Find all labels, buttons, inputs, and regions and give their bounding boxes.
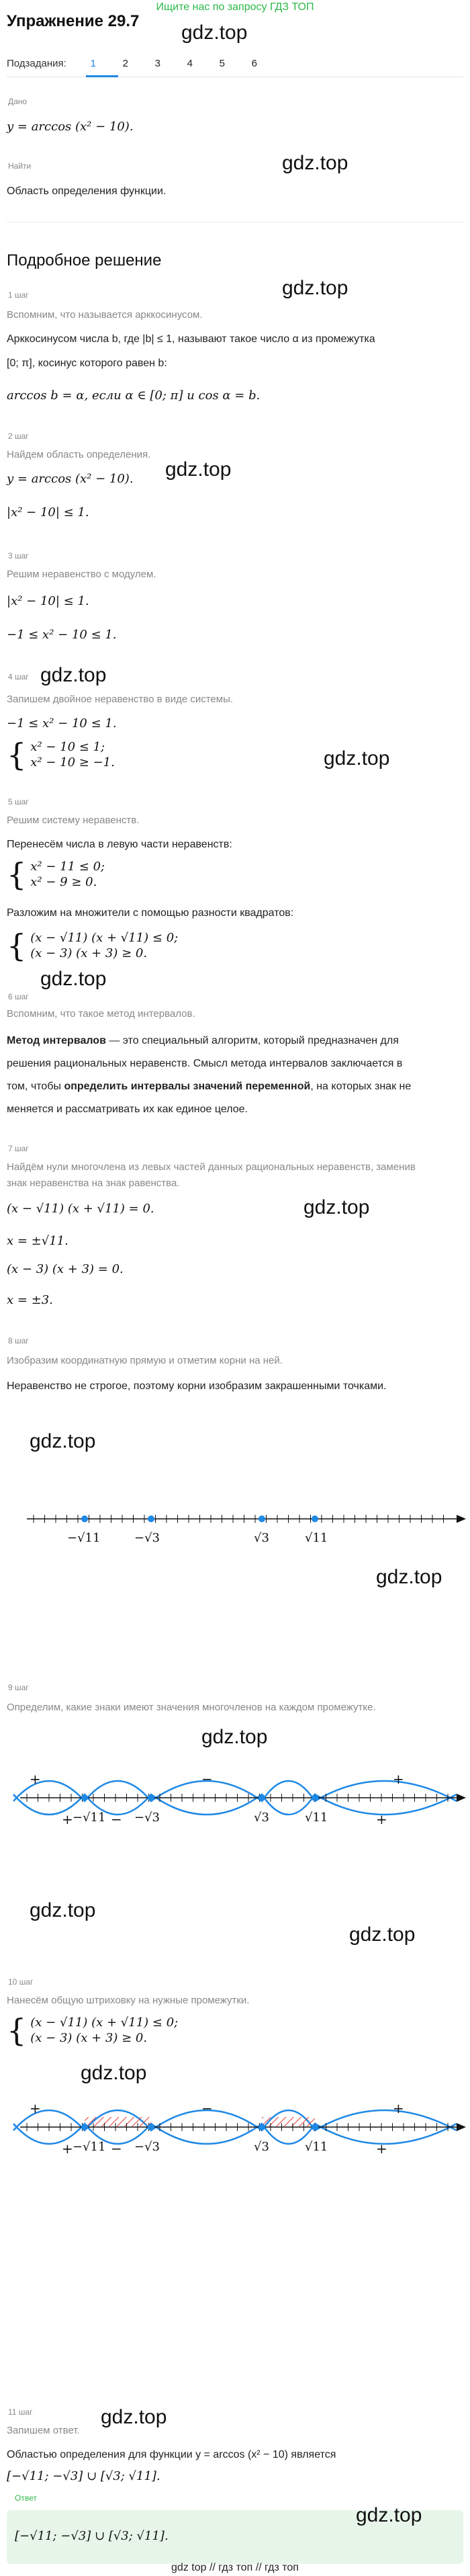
- tab-subtask-6[interactable]: 6: [251, 58, 257, 69]
- root-point-minus-sqrt11: [81, 1515, 88, 1522]
- sign-top-3: +: [393, 2100, 404, 2116]
- hatched-intervals-axis: [0, 2083, 470, 2184]
- step-10-system-line-2: (x − 3) (x + 3) ≥ 0.: [30, 2031, 148, 2045]
- page-title: Упражнение 29.7: [7, 12, 140, 30]
- find-label: Найти: [8, 161, 32, 171]
- step-11-formula: [−√11; −√3] ∪ [√3; √11].: [7, 2469, 160, 2483]
- step-5-system-b: [7, 927, 179, 964]
- step-11-text: Областью определения для функции y = arccos (x² − 10) является: [7, 2449, 336, 2460]
- step-5-text-2: Разложим на множители с помощью разности квадратов:: [7, 907, 294, 919]
- root-label-sqrt3: √3: [254, 2140, 269, 2154]
- watermark: gdz.top: [165, 458, 232, 481]
- step-2-formula-2: |x² − 10| ≤ 1.: [7, 505, 89, 520]
- step-6-text-3b: , на которых знак не: [310, 1081, 412, 1092]
- sign-top-1: +: [30, 2100, 41, 2116]
- root-point-minus-sqrt11: [81, 1794, 88, 1801]
- watermark: gdz.top: [30, 1899, 96, 1921]
- sign-top-2: −: [201, 1771, 213, 1787]
- step-5-system-a-line-2: x² − 9 ≥ 0.: [30, 875, 97, 889]
- root-point-minus-sqrt3: [148, 1794, 154, 1801]
- system-brace: {: [7, 927, 27, 964]
- axis-arrow: [457, 2123, 466, 2131]
- key-phrase: определить интервалы значений переменной: [64, 1081, 311, 1092]
- find-text: Область определения функции.: [7, 185, 167, 197]
- step-7-formula-4: x = ±3.: [7, 1293, 53, 1307]
- step-10-label: 10 шаг: [8, 1977, 34, 1987]
- step-9-label: 9 шаг: [8, 1683, 29, 1692]
- step-2-label: 2 шаг: [8, 431, 29, 441]
- root-point-sqrt11: [312, 1515, 318, 1522]
- number-line-axis: [0, 1492, 470, 1559]
- axis-arrow: [457, 1794, 466, 1802]
- tab-subtask-3[interactable]: 3: [154, 58, 160, 69]
- root-point-sqrt11: [312, 2124, 318, 2130]
- step-7-formula-2: x = ±√11.: [7, 1234, 68, 1248]
- root-point-minus-sqrt3: [148, 1515, 154, 1522]
- step-6-hint: Вспомним, что такое метод интервалов.: [7, 1008, 195, 1020]
- system-brace: {: [7, 856, 27, 892]
- answer-label: Ответ: [15, 2493, 37, 2503]
- root-label-minus-sqrt3: −√3: [134, 1811, 160, 1825]
- solution-title: Подробное решение: [7, 251, 162, 269]
- root-point-minus-sqrt3: [148, 2124, 154, 2130]
- footer-links[interactable]: gdz top // гдз топ // гдз топ: [171, 2562, 299, 2573]
- step-5-text-1: Перенесём числа в левую части неравенств:: [7, 839, 232, 850]
- tab-subtask-1[interactable]: 1: [90, 58, 96, 69]
- step-5-hint: Решим систему неравенств.: [7, 815, 140, 826]
- given-formula: y = arccos (x² − 10).: [7, 120, 134, 134]
- step-8-label: 8 шаг: [8, 1336, 29, 1345]
- step-3-formula-2: −1 ≤ x² − 10 ≤ 1.: [7, 628, 117, 642]
- step-9-hint: Определим, какие знаки имеют значения многочленов на каждом промежутке.: [7, 1702, 376, 1713]
- axis-arrow: [457, 1515, 466, 1523]
- watermark: gdz.top: [376, 1566, 442, 1588]
- watermark: gdz.top: [40, 664, 107, 686]
- root-label-sqrt3: √3: [254, 1811, 269, 1825]
- step-4-hint: Запишем двойное неравенство в виде системы.: [7, 694, 234, 705]
- step-10-system: [7, 2012, 179, 2048]
- sign-bottom-3: +: [376, 2141, 387, 2157]
- step-7-hint-2: знак неравенства на знак равенства.: [7, 1177, 180, 1189]
- sign-chart-axis: [0, 1754, 470, 1862]
- given-label: Дано: [8, 97, 28, 106]
- watermark: gdz.top: [30, 1430, 96, 1452]
- step-5-system-a-line-1: x² − 11 ≤ 0;: [30, 860, 105, 874]
- step-6-label: 6 шаг: [8, 992, 29, 1001]
- search-promo-note: Ищите нас по запросу ГДЗ ТОП: [156, 1, 314, 13]
- step-7-hint-1: Найдём нули многочлена из левых частей данных рациональных неравенств, заменив: [7, 1161, 416, 1173]
- step-11-label: 11 шаг: [8, 2407, 33, 2417]
- watermark: gdz.top: [356, 2504, 422, 2526]
- watermark: gdz.top: [282, 277, 348, 299]
- step-4-formula: −1 ≤ x² − 10 ≤ 1.: [7, 716, 117, 731]
- watermark: gdz.top: [81, 2062, 147, 2084]
- step-3-formula-1: |x² − 10| ≤ 1.: [7, 594, 89, 608]
- step-1-formula: arccos b = α, если α ∈ [0; π] и cos α = b.: [7, 388, 261, 403]
- step-3-hint: Решим неравенство с модулем.: [7, 569, 156, 580]
- sign-top-3: +: [393, 1771, 404, 1787]
- step-3-label: 3 шаг: [8, 551, 29, 560]
- root-label-minus-sqrt11: −√11: [67, 1531, 101, 1545]
- sign-bottom-3: +: [376, 1811, 387, 1827]
- root-label-minus-sqrt3: −√3: [134, 1531, 160, 1545]
- step-7-formula-3: (x − 3) (x + 3) = 0.: [7, 1262, 124, 1276]
- system-brace: {: [7, 2012, 27, 2048]
- root-label-sqrt11: √11: [305, 2140, 328, 2154]
- step-1-hint: Вспомним, что называется арккосинусом.: [7, 309, 203, 321]
- root-label-minus-sqrt3: −√3: [134, 2140, 160, 2154]
- sign-bottom-2: −: [111, 2141, 122, 2157]
- root-point-sqrt3: [258, 1515, 265, 1522]
- step-8-text: Неравенство не строгое, поэтому корни изобразим закрашенными точками.: [7, 1380, 387, 1392]
- root-point-sqrt3: [258, 2124, 265, 2130]
- step-7-formula-1: (x − √11) (x + √11) = 0.: [7, 1202, 154, 1216]
- root-point-minus-sqrt11: [81, 2124, 88, 2130]
- step-5-system-b-line-2: (x − 3) (x + 3) ≥ 0.: [30, 946, 148, 960]
- watermark: gdz.top: [303, 1196, 370, 1218]
- step-10-system-line-1: (x − √11) (x + √11) ≤ 0;: [30, 2016, 179, 2030]
- step-11-hint: Запишем ответ.: [7, 2425, 80, 2436]
- sign-bottom-1: +: [62, 1811, 73, 1827]
- step-4-label: 4 шаг: [8, 672, 29, 681]
- root-label-minus-sqrt11: −√11: [73, 1811, 106, 1825]
- watermark: gdz.top: [181, 22, 248, 44]
- tab-subtask-2[interactable]: 2: [122, 58, 128, 69]
- step-4-system: [7, 737, 115, 773]
- root-label-sqrt3: √3: [254, 1531, 269, 1545]
- active-tab-indicator: [86, 75, 118, 77]
- step-2-formula-1: y = arccos (x² − 10).: [7, 472, 134, 486]
- watermark: gdz.top: [40, 968, 107, 990]
- watermark: gdz.top: [282, 152, 348, 174]
- step-4-system-line-2: x² − 10 ≥ −1.: [30, 755, 115, 770]
- step-6-text-line2: решения рациональных неравенств. Смысл метода интервалов заключается в: [7, 1058, 403, 1069]
- watermark: gdz.top: [349, 1923, 416, 1946]
- hatch-right-interval: [262, 2117, 315, 2126]
- method-term: Метод интервалов: [7, 1035, 106, 1046]
- sign-top-1: +: [30, 1771, 41, 1787]
- step-5-system-a: [7, 856, 105, 892]
- answer-formula: [−√11; −√3] ∪ [√3; √11].: [15, 2529, 169, 2543]
- tab-subtask-4[interactable]: 4: [187, 58, 193, 69]
- step-6-text-3a: том, чтобы: [7, 1081, 64, 1092]
- step-4-system-line-1: x² − 10 ≤ 1;: [30, 740, 105, 754]
- subtask-tabs: [7, 58, 271, 69]
- sign-bottom-2: −: [111, 1811, 122, 1827]
- step-2-hint: Найдем область определения.: [7, 449, 151, 460]
- step-1-text-line1: Арккосинусом числа b, где |b| ≤ 1, называют такое число α из промежутка: [7, 333, 375, 345]
- hatch-left-interval: [85, 2117, 151, 2126]
- step-6-text-1: — это специальный алгоритм, который предназначен для: [105, 1035, 399, 1046]
- step-7-label: 7 шаг: [8, 1144, 29, 1153]
- system-brace: {: [7, 737, 27, 773]
- step-8-hint: Изобразим координатную прямую и отметим корни на ней.: [7, 1355, 283, 1366]
- watermark: gdz.top: [201, 1726, 268, 1748]
- root-label-sqrt11: √11: [305, 1531, 328, 1545]
- root-label-minus-sqrt11: −√11: [73, 2140, 106, 2154]
- watermark: gdz.top: [324, 747, 390, 770]
- sign-top-2: −: [201, 2100, 213, 2116]
- step-10-hint: Нанесём общую штриховку на нужные промежутки.: [7, 1995, 250, 2006]
- watermark: gdz.top: [101, 2406, 167, 2428]
- step-6-text-line3: [7, 1081, 411, 1093]
- step-5-label: 5 шаг: [8, 797, 29, 806]
- step-6-text-line4: меняется и рассматривать их как единое целое.: [7, 1104, 248, 1115]
- subtabs-label: Подзадания:: [7, 58, 66, 69]
- step-5-system-b-line-1: (x − √11) (x + √11) ≤ 0;: [30, 931, 179, 945]
- sign-bottom-1: +: [62, 2141, 73, 2157]
- root-point-sqrt11: [312, 1794, 318, 1801]
- tab-subtask-5[interactable]: 5: [219, 58, 225, 69]
- root-point-sqrt3: [258, 1794, 265, 1801]
- step-1-label: 1 шаг: [8, 290, 29, 300]
- step-6-text-line1: [7, 1035, 399, 1047]
- step-1-text-line2: [0; π], косинус которого равен b:: [7, 358, 167, 369]
- root-label-sqrt11: √11: [305, 1811, 328, 1825]
